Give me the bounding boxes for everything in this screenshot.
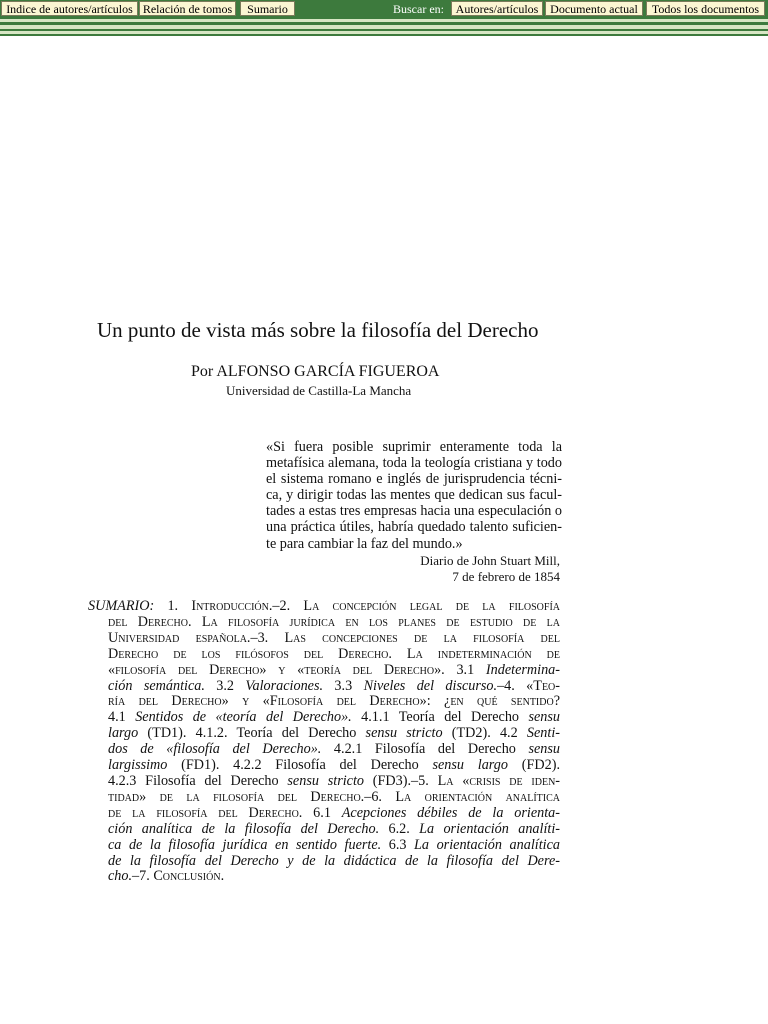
sumario-run: sensu [528, 709, 561, 726]
sumario-run: sensu stricto [287, 772, 364, 789]
sumario-run: de la filosofía del Derecho y de la didáctica de la filosofía del Dere- [108, 852, 560, 869]
sumario-run: » [259, 661, 279, 678]
sumario-run: La concepción legal de la filosofía [303, 598, 561, 614]
sumario-run: Filosofía del Derecho [269, 693, 420, 710]
sumario-run: sensu stricto [365, 725, 443, 742]
sumario-run: Las concepciones de la filosofía del [284, 629, 560, 646]
sumario-run: y [278, 661, 286, 678]
sumario-run: La orientación analíti- [419, 820, 560, 837]
sumario-run: . [220, 868, 225, 885]
sumario-line [88, 647, 560, 663]
sumario-line [88, 822, 560, 838]
sumario-run: 3.2 [204, 677, 246, 694]
epigraph-line: tades a estas tres empresas hacia una especulación o [266, 503, 562, 520]
sumario-run: (TD2). 4.2 [442, 725, 527, 742]
sumario-block [88, 599, 560, 885]
sumario-run: largissimo [108, 757, 168, 774]
sumario-run: (FD1). 4.2.2 Filosofía del Derecho [167, 757, 433, 774]
sumario-run: (FD2). [508, 757, 560, 774]
search-todos-documentos-button[interactable]: Todos los documentos [646, 1, 765, 16]
sumario-run: ca de la filosofía jurídica en sentido fuerte. [108, 836, 382, 853]
sumario-line [88, 869, 560, 885]
sumario-run: ción analítica de la filosofía del Derecho. [108, 820, 380, 837]
sumario-run: « [108, 661, 116, 678]
sumario-run: teoría del Derecho [304, 661, 435, 678]
sumario-run: Senti- [526, 725, 560, 742]
sumario-line [88, 631, 560, 647]
sumario-run: . 6.1 [298, 804, 342, 821]
search-autores-button[interactable]: Autores/artículos [451, 1, 543, 16]
sumario-run: Acepciones débiles de la orienta- [341, 804, 561, 821]
sumario-line [88, 742, 560, 758]
sumario-run: .–2. [268, 598, 304, 614]
sumario-run: (FD3).–5. [364, 772, 438, 789]
sumario-run: cho. [108, 868, 133, 885]
sumario-run: sensu [528, 741, 561, 758]
sumario-run: « [453, 772, 470, 789]
sumario-run: »: [419, 693, 445, 710]
author-affiliation: Universidad de Castilla-La Mancha [226, 383, 412, 398]
sumario-run: 6.3 [381, 836, 415, 853]
epigraph-attribution [380, 553, 560, 585]
sumario-run: « [249, 693, 270, 710]
sumario-run: largo [108, 725, 139, 742]
sumario-run: Derecho de los filósofos del Derecho. La indeterminación de [108, 645, 560, 662]
sumario-line [88, 710, 560, 726]
sumario-run: 3.3 [323, 677, 364, 694]
sumario-run: 4.2.3 Filosofía del Derecho [108, 772, 288, 789]
sumario-run: Introducción [191, 598, 269, 614]
sumario-run: (TD1). 4.1.2. Teoría del Derecho [138, 725, 366, 742]
sumario-run: ¿en qué sentido? [444, 693, 560, 710]
epigraph-line: una práctica útiles, habría quedado talento suficien- [266, 519, 562, 536]
sumario-run: Conclusión [153, 868, 221, 885]
sumario-run: 6.2. [379, 820, 420, 837]
sumario-run: ción semántica. [108, 677, 205, 694]
sumario-button[interactable]: Sumario [240, 1, 295, 16]
sumario-run: .–6. [360, 788, 396, 805]
epigraph-line: el sistema romano e inglés de jurisprudencia técni- [266, 471, 562, 488]
sumario-run: Universidad española [108, 629, 247, 646]
sumario-run: crisis de iden- [469, 772, 561, 789]
sumario-run: SUMARIO: [88, 598, 155, 614]
sumario-run: 4.1.1 Teoría del Derecho [351, 709, 529, 726]
buscar-label: Buscar en: [393, 2, 444, 16]
sumario-run: de la filosofía del Derecho [108, 804, 299, 821]
sumario-line [88, 854, 560, 870]
sumario-run: Valoraciones. [245, 677, 324, 694]
sumario-run: y [242, 693, 250, 710]
epigraph-line: metafísica alemana, toda la teología cristiana y todo [266, 455, 562, 472]
attribution-date: 7 de febrero de 1854 [452, 569, 560, 584]
sumario-run: Niveles del discurso. [363, 677, 498, 694]
sumario-run: » [221, 693, 243, 710]
sumario-run: sensu largo [432, 757, 508, 774]
sumario-line [88, 726, 560, 742]
sumario-line [88, 679, 560, 695]
sumario-run: dos de «filosofía del Derecho». [108, 741, 322, 758]
article-title: Un punto de vista más sobre la filosofía del Derecho [97, 318, 539, 342]
sumario-line [88, 615, 560, 631]
sumario-run: del Derecho. La filosofía jurídica en los planes de estudio de la [108, 613, 560, 630]
sumario-run: –4. « [497, 677, 534, 694]
sumario-run: 4.1 [108, 709, 136, 726]
toolbar-stripe [0, 34, 768, 36]
sumario-run: de la filosofía del Derecho [159, 788, 361, 805]
sumario-line [88, 694, 560, 710]
sumario-run: La orientación analítica [414, 836, 560, 853]
sumario-line [88, 599, 560, 615]
sumario-run: Sentidos de «teoría del Derecho». [135, 709, 352, 726]
sumario-run: .–3. [246, 629, 285, 646]
epigraph-quote [266, 439, 562, 552]
article-author: Por ALFONSO GARCÍA FIGUEROA [191, 363, 440, 380]
sumario-run: « [285, 661, 305, 678]
sumario-run: La orientación analítica [395, 788, 561, 805]
epigraph-line: «Si fuera posible suprimir enteramente toda la [266, 439, 562, 455]
sumario-line [88, 806, 560, 822]
sumario-line [88, 790, 560, 806]
sumario-line [88, 774, 560, 790]
sumario-line [88, 663, 560, 679]
sumario-run: filosofía del Derecho [115, 661, 260, 678]
search-documento-actual-button[interactable]: Documento actual [545, 1, 643, 16]
sumario-line [88, 838, 560, 854]
sumario-run: –7. [132, 868, 154, 885]
epigraph-line: ca, y dirigir todas las mentes que dedican sus facul- [266, 487, 562, 504]
sumario-run: 1. [154, 598, 192, 614]
sumario-run: ». 3.1 [434, 661, 486, 678]
sumario-run: Indetermina- [485, 661, 560, 678]
relacion-tomos-button[interactable]: Relación de tomos [139, 1, 236, 16]
sumario-run: 4.2.1 Filosofía del Derecho [321, 741, 529, 758]
sumario-run: La [437, 772, 454, 789]
attribution-source: Diario de John Stuart Mill, [420, 553, 560, 568]
sumario-run: » [139, 788, 160, 805]
sumario-line [88, 758, 560, 774]
sumario-run: Teo- [533, 677, 561, 694]
epigraph-line: te para cambiar la faz del mundo.» [266, 535, 463, 552]
indice-autores-button[interactable]: Indice de autores/artículos [1, 1, 138, 16]
sumario-run: ría del Derecho [108, 693, 222, 710]
top-toolbar [0, 0, 768, 19]
sumario-run: tidad [108, 788, 140, 805]
